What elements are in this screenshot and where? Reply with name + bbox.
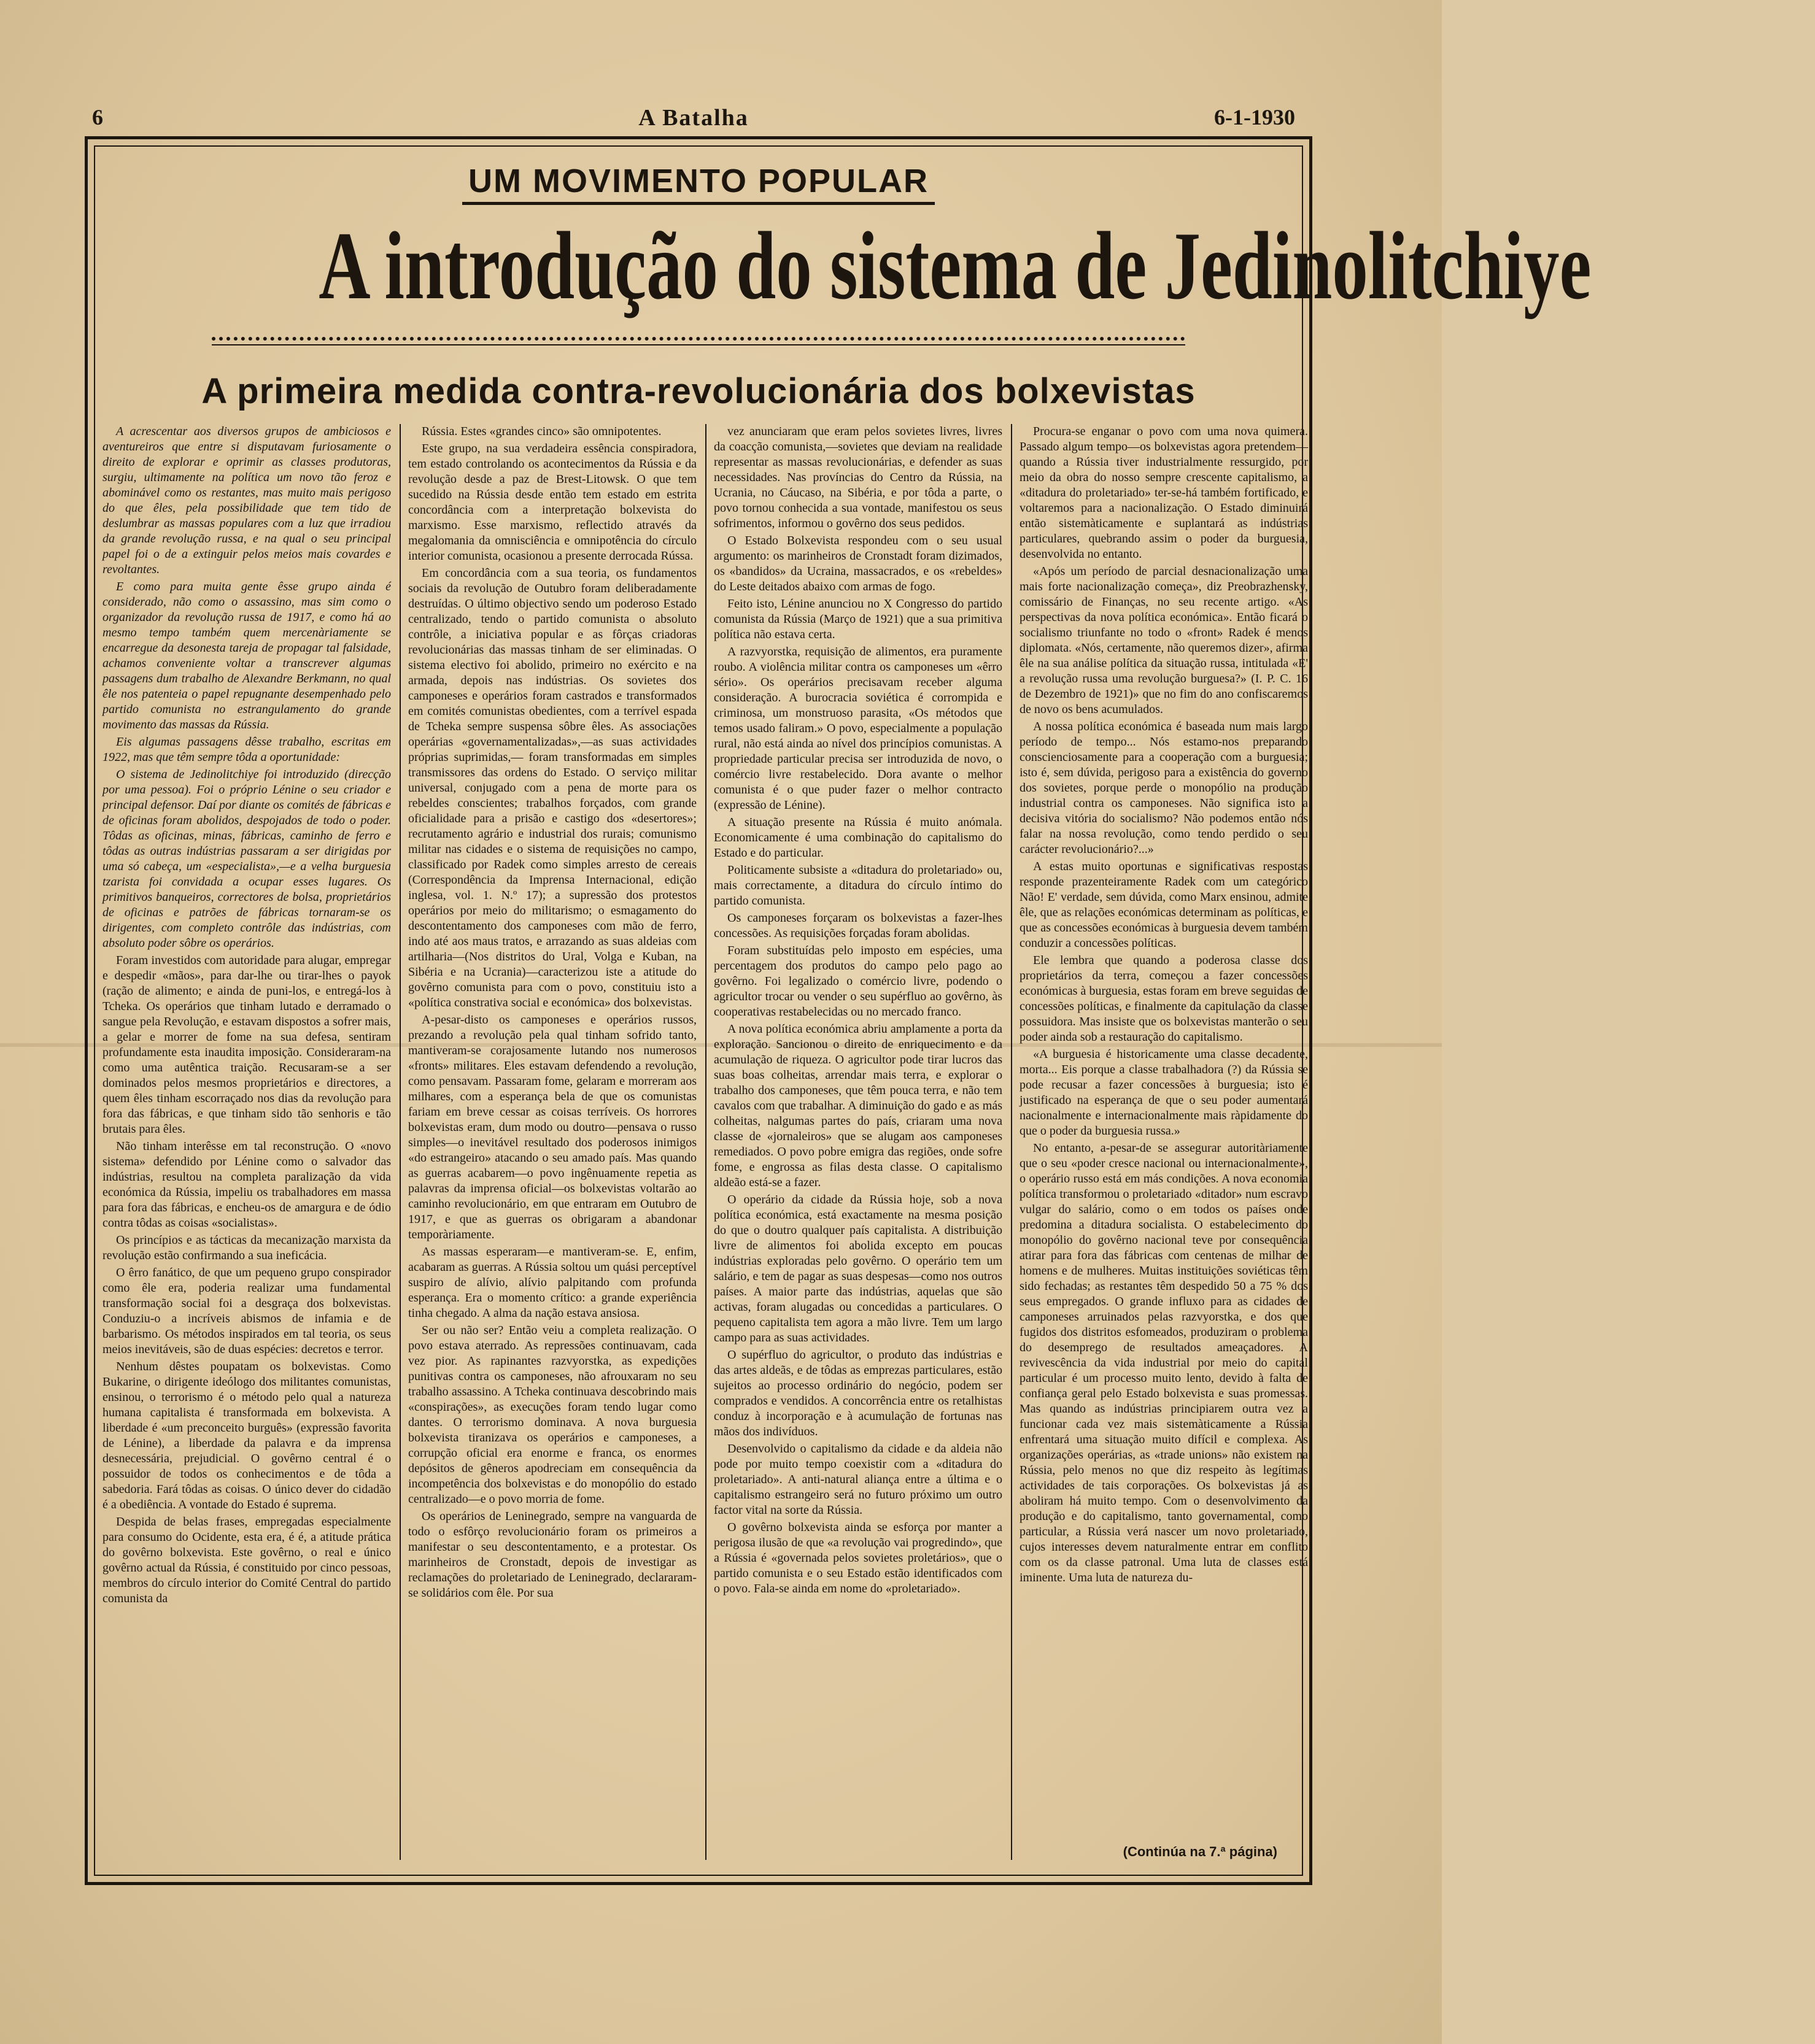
article-headline — [95, 205, 1592, 328]
article-inner-frame — [94, 145, 1592, 1876]
article-paragraph: Politicamente subsiste a «ditadura do proletariado» ou, mais correctamente, a ditadura do círculo íntimo do partido comunista. — [714, 863, 1002, 908]
article-paragraph: O govêrno bolxevista ainda se esforça por manter a perigosa ilusão de que «a revolução vai progredindo», que a Rússia é «governada pelos sovietes proletários», que o partido comunista e o seu Estado estão identificados com o povo. Fala-se ainda em nome do «proletariado». — [714, 1521, 1002, 1595]
article-paragraph: Desenvolvido o capitalismo da cidade e da aldeia não pode por muito tempo coexistir com a «ditadura do proletariado». A anti-natural aliança entre a última e o capitalismo estrangeiro será no futuro próximo um outro factor vital na sorte da Rússia. — [714, 1442, 1002, 1517]
article-paragraph: Os camponeses forçaram os bolxevistas a fazer-lhes concessões. As requisições forçadas foram abolidas. — [714, 911, 1002, 940]
article-paragraph: O operário da cidade da Rússia hoje, sob a nova política económica, está exactamente na mesma posição do que o doutro qualquer país capitalista. A distribuição livre de alimentos foi abolida excepto em poucas indústrias exploradas pelo govêrno. O operário tem um salário, e tem de pagar as suas despesas—como nos outros países. A maior parte das indústrias, aquelas que são activas, foram alugadas ou concedidas a particulares. O pequeno capitalista tem agora a mão livre. Tem um largo campo para as suas actividades. — [714, 1193, 1002, 1344]
issue-date: 6-1-1930 — [1214, 105, 1295, 129]
article-paragraph: A nova política económica abriu amplamente a porta da exploração. Sancionou o direito de enriquecimento e da acumulação de riqueza. O agricultor pode tirar lucros das suas boas colheitas, arrendar mais terra, e explorar o trabalho dos camponeses, que têm pouca terra, e não tem cavalos com que trabalhar. A diminuição do gado e as más colheitas, nalgumas partes do país, criaram uma nova classe de «jornaleiros» que se alugam aos camponeses remediados. O povo pobre emigra das regiões, onde sofre fome, e engrossa as filas desta classe. O capitalismo aldeão está-se a fazer. — [714, 1022, 1002, 1189]
article-paragraph: «Após um período de parcial desnacionalização uma mais forte nacionalização começa», diz Preobrazhensky, comissário de Finanças, no seu recente artigo. «As perspectivas da nova política económica». Então ficará o socialismo triunfante no todo o «front» Radek é menos diplomata. «Nós, certamente, não queremos dizer», afirma êle na sua análise política da situação russa, intitulada «E' a revolução russa uma revolução burguesa?» (I. P. C. 16 de Dezembro de 1921)» que no fim do ano confiscaremos de novo os bens acumulados. — [1020, 565, 1308, 716]
article-paragraph: A nossa política económica é baseada num mais largo período de tempo... Nós estamo-nos preparando conscienciosamente para a cooperação com a burguesia; isto é, sem dúvida, perigoso para a existência do governo dos sovietes, porque perde o monopólio na produção industrial contra os camponeses. Não significa isto a decisiva vitória do socialismo? Não podemos então nós falar na nossa revolução, como tendo perdido o seu carácter revolucionário?...» — [1020, 720, 1308, 856]
article-paragraph: A estas muito oportunas e significativas respostas responde prazenteiramente Radek com um categórico Não! E' verdade, sem dúvida, como Marx ensinou, admite êle, que as relações económicas determinam as políticas, e que as concessões económicas à burguesia devem também conduzir a concessões políticas. — [1020, 860, 1308, 950]
article-paragraph: O sistema de Jedinolitchiye foi introduzido (direcção por uma pessoa). Foi o próprio Lénine o seu criador e principal defensor. Daí por diante os comités de fábricas e de oficinas foram abolidos, despojados de todo o poder. Tôdas as oficinas, minas, fábricas, caminho de ferro e tôdas as outras indústrias passaram a ser dirigidas por uma só cabeça, um «especialista»,—e a velha burguesia tzarista foi convidada a ocupar esses lugares. Os primitivos banqueiros, correctores de bolsa, proprietários de oficinas e patrões de fábricas tornaram-se os dirigentes, com completo contrôle das indústrias, com absoluto poder sôbre os operários. — [103, 768, 391, 950]
article-paragraph: Foram substituídas pelo imposto em espécies, uma percentagem dos produtos do campo pelo pago ao govêrno. Foi legalizado o comércio livre, podendo o agricultor trocar ou vender o seu supérfluo ao govêrno, às cooperativas restabelecidas ou no mercado franco. — [714, 944, 1002, 1019]
kicker-text: UM MOVIMENTO POPULAR — [462, 163, 935, 205]
article-paragraph: vez anunciaram que eram pelos sovietes livres, livres da coacção comunista,—sovietes que deviam na realidade representar as massas revolucionárias, e defender as suas necessidades. Nas províncias do Centro da Rússia, na Ucrania, no Cáucaso, na Sibéria, e por tôda a parte, o povo tornou conhecida a sua vontade, manifestou os seus sofrimentos, informou o govêrno dos seus pedidos. — [714, 425, 1002, 530]
column-rule — [400, 424, 401, 1860]
article-column-1 — [103, 424, 391, 1860]
article-paragraph: E como para muita gente êsse grupo ainda é considerado, não como o assassino, mas sim como o organizador da revolução russa de 1917, e como há ao mesmo tempo também quem mercenàriamente se encarregue da desonesta tareja de propagar tal falsidade, achamos conveniente voltar a transcrever algumas passagens dum trabalho de Alexandre Berkmann, no qual êle nos patenteia o papel repugnante desempenhado pelo partido comunista no estrangulamento do grande movimento das massas da Rússia. — [103, 580, 391, 731]
article-kicker — [95, 162, 1302, 200]
article-paragraph: Os princípios e as tácticas da mecanização marxista da revolução estão confirmando a sua ineficácia. — [103, 1233, 391, 1262]
article-column-2 — [408, 424, 697, 1860]
article-paragraph: A acrescentar aos diversos grupos de ambiciosos e aventureiros que entre si disputavam furiosamente o direito de explorar e oprimir as classes produtoras, surgiu, ultimamente na política um novo tão feroz e abominável como os restantes, mas muito mais perigoso do que êles, pela possibilidade que tem tido de deslumbrar as massas populares com a luz que irradiou da grande revolução russa, e na qual o seu principal papel foi o de a extinguir pelos meios mais covardes e revoltantes. — [103, 425, 391, 576]
headline-text: A introdução do sistema de Jedinolitchiye — [319, 212, 1592, 320]
article-paragraph: Ser ou não ser? Então veiu a completa realização. O povo estava aterrado. As repressões continuavam, cada vez pior. As rapinantes razvyorstka, as expedições punitivas contra os camponeses, não afrouxaram no seu trabalho assassino. A Tcheka continuava descobrindo mais «conspirações», as execuções foram tendo lugar como dantes. O terrorismo dominava. A nova burguesia bolxevista tiranizava os operários e camponeses, a corrupção oficial era enorme e franca, os enormes depósitos de gêneros apodreciam em consequência da incompetência dos bolxevistas e do monopólio do estado centralizado—e o povo morria de fome. — [408, 1324, 697, 1506]
article-column-3 — [714, 424, 1002, 1860]
article-paragraph: Feito isto, Lénine anunciou no X Congresso do partido comunista da Rússia (Março de 1921) que a sua primitiva política não estava certa. — [714, 597, 1002, 641]
article-paragraph: Nenhum dêstes poupatam os bolxevistas. Como Bukarine, o dirigente ideólogo dos militantes comunistas, ensinou, o terrorismo é o método pelo qual a natureza humana capitalista é transformada em bolxevista. A liberdade é «um preconceito burguês» (expressão favorita de Lénine), a liberdade da palavra e da imprensa desnecessária, prejudicial. O govêrno central é o possuidor de todos os conhecimentos e de tôda a sabedoria. Fará tôdas as coisas. O único dever do cidadão é a obediência. A vontade do Estado é suprema. — [103, 1360, 391, 1511]
decorative-rule-thin — [212, 344, 1185, 345]
article-paragraph: Rússia. Estes «grandes cinco» são omnipotentes. — [422, 425, 662, 438]
masthead: A Batalha — [638, 105, 749, 131]
article-paragraph: Não tinham interêsse em tal reconstrução. O «novo sistema» defendido por Lénine como o salvador das indústrias, resultou na completa paralização da vida económica da Rússia, impeliu os trabalhadores em massa para fora das fábricas, e encheu-os de amargura e de ódio contra tôdas as coisas «socialistas». — [103, 1140, 391, 1230]
article-column-4 — [1020, 424, 1308, 1860]
article-paragraph: O supérfluo do agricultor, o produto das indústrias e das artes aldeãs, e de tôdas as emprezas particulares, estão sujeitos ao processo ordinário do negócio, podem ser comprados e vendidos. A concorrência entre os retalhistas conduz à incorporação e à acumulação de fortunas nas mãos dos indivíduos. — [714, 1348, 1002, 1438]
article-frame — [85, 136, 1592, 1885]
article-paragraph: No entanto, a-pesar-de se assegurar autoritàriamente que o seu «poder cresce nacional ou internacionalmente», o operário russo está em más condições. A nova economia política transformou o proletariado «ditador» num escravo vulgar do salário, como o em todos os países onde predomina a ditadura socialista. O estabelecimento do monopólio do govêrno nacional teve por consequência atirar para fora das fábricas com centenas de milhar de homens e de mulheres. Muitas instituições soviéticas têm sido fechadas; as restantes têm despedido 50 a 75 % dos seus empregados. O grande influxo para as cidades de camponeses arruinados pelas razvyorstka, e dos que fugidos dos distritos esfomeados, produziram o problema do desemprego de resultados ameaçadores. A revivescência da vida industrial por meio do capital particular é um processo muito lento, devido à falta de confiança geral pelo Estado bolxevista e suas promessas. Mas quando as indústrias principiarem outra vez a funcionar cada vez mais sistemàticamente a Rússia enfrentará uma situação muito difícil e complexa. As organizações operárias, as «trade unions» não existem na Rússia, pelo menos no que diz respeito às legítimas actividades de tais corporações. Os bolxevistas já as aboliram há muito tempo. Com o desenvolvimento da produção e do capitalismo, tanto governamental, como particular, a Rússia verá nascer um novo proletariado, cujos interesses devem naturalmente entrar em conflito com os da classe patronal. Uma luta de classes está iminente. Uma luta de natureza du- — [1020, 1141, 1308, 1584]
page-header — [92, 104, 1295, 141]
article-paragraph: O êrro fanático, de que um pequeno grupo conspirador como êle era, poderia realizar uma fundamental transformação social foi a desgraça dos bolxevistas. Conduziu-o a incríveis abismos de infamia e de barbarismo. Os métodos inspirados em tal teoria, os seus meios inevitáveis, são de duas espécies: decretos e terror. — [103, 1266, 391, 1356]
article-subhead: A primeira medida contra-revolucionária dos bolxevistas — [201, 371, 1196, 411]
article-columns — [103, 424, 1309, 1860]
article-paragraph: Procura-se enganar o povo com uma nova quimera. Passado algum tempo—os bolxevistas agora pretendem—quando a Rússia tiver industrialmente ressurgido, por meio da obra do nosso sempre crescente capitalismo, a «ditadura do proletariado» ter-se-há também fortificado, e voltaremos para a nacionalização. O Estado diminuirá então sistemàticamente e suplantará as indústrias particulares, quebrando assim o poder da burguesia, desenvolvida no entanto. — [1020, 425, 1308, 561]
article-paragraph: Despida de belas frases, empregadas especialmente para consumo do Ocidente, esta era, é é, a atitude prática do govêrno bolxevista. Este govêrno, o real e único govêrno actual da Rússia, é constituido por cinco pessoas, membros do círculo interior do Comité Central do partido comunista da — [103, 1515, 391, 1605]
continuation-note: (Continúa na 7.ª página) — [1123, 1844, 1277, 1859]
column-rule — [705, 424, 706, 1860]
decorative-rule — [212, 337, 1185, 341]
page-number: 6 — [92, 105, 103, 129]
article-paragraph: A razvyorstka, requisição de alimentos, era puramente roubo. A violência militar contra os camponeses um «êrro sério». Os operários precisavam receber alguma consideração. A burocracia soviética é corrompida e criminosa, um monstruoso parasita, «Os métodos que temos usado faliram.» O povo, especialmente a população rural, não está ainda ao nível dos princípios comunistas. A propriedade particular precisa ser introduzida de novo, o comércio livre restabelecido. Dora avante o melhor comunista é o que puder fazer o melhor contracto (expressão de Lénine). — [714, 645, 1002, 812]
article-paragraph: Este grupo, na sua verdadeira essência conspiradora, tem estado controlando os acontecimentos da Rússia e da revolução desde a paz de Brest-Litowsk. O que tem sucedido na Rússia desde então tem estado em estrita concordância com a interpretação bolxevista do marxismo. Esse marxismo, reflectido através da megalomania da omnisciência e omnipotência do círculo interior comunista, ocasionou a presente derrocada Rússa. — [408, 442, 697, 563]
article-paragraph: Ele lembra que quando a poderosa classe dos proprietários da terra, começou a fazer concessões económicas à burguesia, estas foram em breve seguidas de concessões políticas, e finalmente da capitulação da classe possuidora. Mas insiste que os bolxevistas manterão o seu poder ainda sob a restauração do capitalismo. — [1020, 954, 1308, 1044]
article-paragraph: «A burguesia é historicamente uma classe decadente, morta... Eis porque a classe trabalhadora (?) da Rússia se pode recusar a fazer concessões à burguesia; isto é justificado na esperança de que o seu poder aumentará nacionalmente e internacionalmente mais ràpidamente do que o poder da burguesia russa.» — [1020, 1047, 1308, 1138]
article-paragraph: Os operários de Leninegrado, sempre na vanguarda de todo o esfôrço revolucionário foram os primeiros a manifestar o seu descontentamento, e a protestar. Os marinheiros de Cronstadt, depois de investigar as reclamações do proletariado de Leninegrado, declararam-se solidários com êle. Por sua — [408, 1510, 697, 1600]
article-paragraph: Eis algumas passagens dêsse trabalho, escritas em 1922, mas que têm sempre tôda a oportunidade: — [103, 735, 391, 764]
article-paragraph: A-pesar-disto os camponeses e operários russos, prezando a revolução pela qual tinham sofrido tanto, mantiveram-se corajosamente lutando nos numerosos «fronts» militares. Eles estavam defendendo a revolução, como pensavam. Passaram fome, gelaram e morreram aos milhares, com a esperança bela de que os comunistas fariam em breve cessar as coisas terríveis. Os horrores bolxevistas eram, dum modo ou doutro—pensava o russo simples—o inevitável resultado dos poderosos inimigos «do estrangeiro» atacando o seu amado país. Mas quando as guerras acabarem—o povo ingênuamente repetia as palavras da imprensa oficial—os bolxevistas voltarão ao caminho revolucionário, em que entraram em Outubro de 1917, e que as guerras os obrigaram a abandonar temporàriamente. — [408, 1013, 697, 1241]
column-rule — [1011, 424, 1012, 1860]
article-paragraph: Em concordância com a sua teoria, os fundamentos sociais da revolução de Outubro foram deliberadamente destruídas. O último objectivo sendo um poderoso Estado centralizado, tendo o partido comunista o absoluto contrôle, a iniciativa popular e as fôrças criadoras revolucionárias das massas tinham de ser eliminadas. O sistema electivo foi abolido, primeiro no exército e na armada, depois nas indústrias. Os sovietes dos camponeses e operários foram castrados e transformados em comités comunistas obedientes, com a terrível espada de Tcheka sempre suspensa sôbre êles. As associações operárias «governamentalizadas»,—as suas actividades próprias suprimidas,— foram transformadas em simples transmissores das ordens do Estado. O serviço militar universal, conjugado com a pena de morte para os rebeldes conscientes; trabalhos forçados, com grande oficialidade para a prisão e castigo dos «desertores»; recrutamento agrário e industrial dos rurais; comunismo militar nas cidades e o sistema de requisições no campo, classificado por Radek como simples arresto de cereais (Correspondência da Imprensa Internacional, edição inglesa, vol. 1. N.º 17); a supressão dos protestos operários por meio do militarismo; o esmagamento do descontentamento dos camponeses com mão de ferro, indo até aos maus tratos, e arrazando as suas aldeias com artilharia—(Nos distritos do Ural, Volga e Kuban, na Sibéria e na Ucrania)—caracterizou iste a atitude do govêrno comunista para com o povo, constituiu isto a «política constrativa social e económica» dos bolxevistas. — [408, 566, 697, 1009]
article-paragraph: A situação presente na Rússia é muito anómala. Economicamente é uma combinação do capitalismo do Estado e do particular. — [714, 816, 1002, 860]
article-paragraph: Foram investidos com autoridade para alugar, empregar e despedir «mãos», para dar-lhe ou tirar-lhes o payok (ração de alimento; e ainda de puni-los, e entregá-los à Tcheka. Os operários que tinham lutado e derramado o sangue pela Revolução, e estavam dispostos a sofrer mais, a gelar e morrer de fome na sua defesa, sentiram profundamente esta inaudita imposição. Consideraram-na como uma autêntica traição. Recusaram-se a ser dominados pelos mesmos proprietários e directores, a quem êles tinham escorraçado nos dias da revolução para fora das fábricas, e que tinham sido tão senhoris e tão brutais para êles. — [103, 954, 391, 1136]
article-paragraph: As massas esperaram—e mantiveram-se. E, enfim, acabaram as guerras. A Rússia soltou um quási perceptível suspiro de alívio, alívio palpitando com profunda esperança. Era o momento crítico: a grande experiência tinha chegado. A alma da nação estava ansiosa. — [408, 1245, 697, 1320]
article-paragraph: O Estado Bolxevista respondeu com o seu usual argumento: os marinheiros de Cronstadt foram dizimados, os «bandidos» da Ucraina, massacrados, e os «rebeldes» do Leste deitados abaixo com armas de fogo. — [714, 534, 1002, 593]
